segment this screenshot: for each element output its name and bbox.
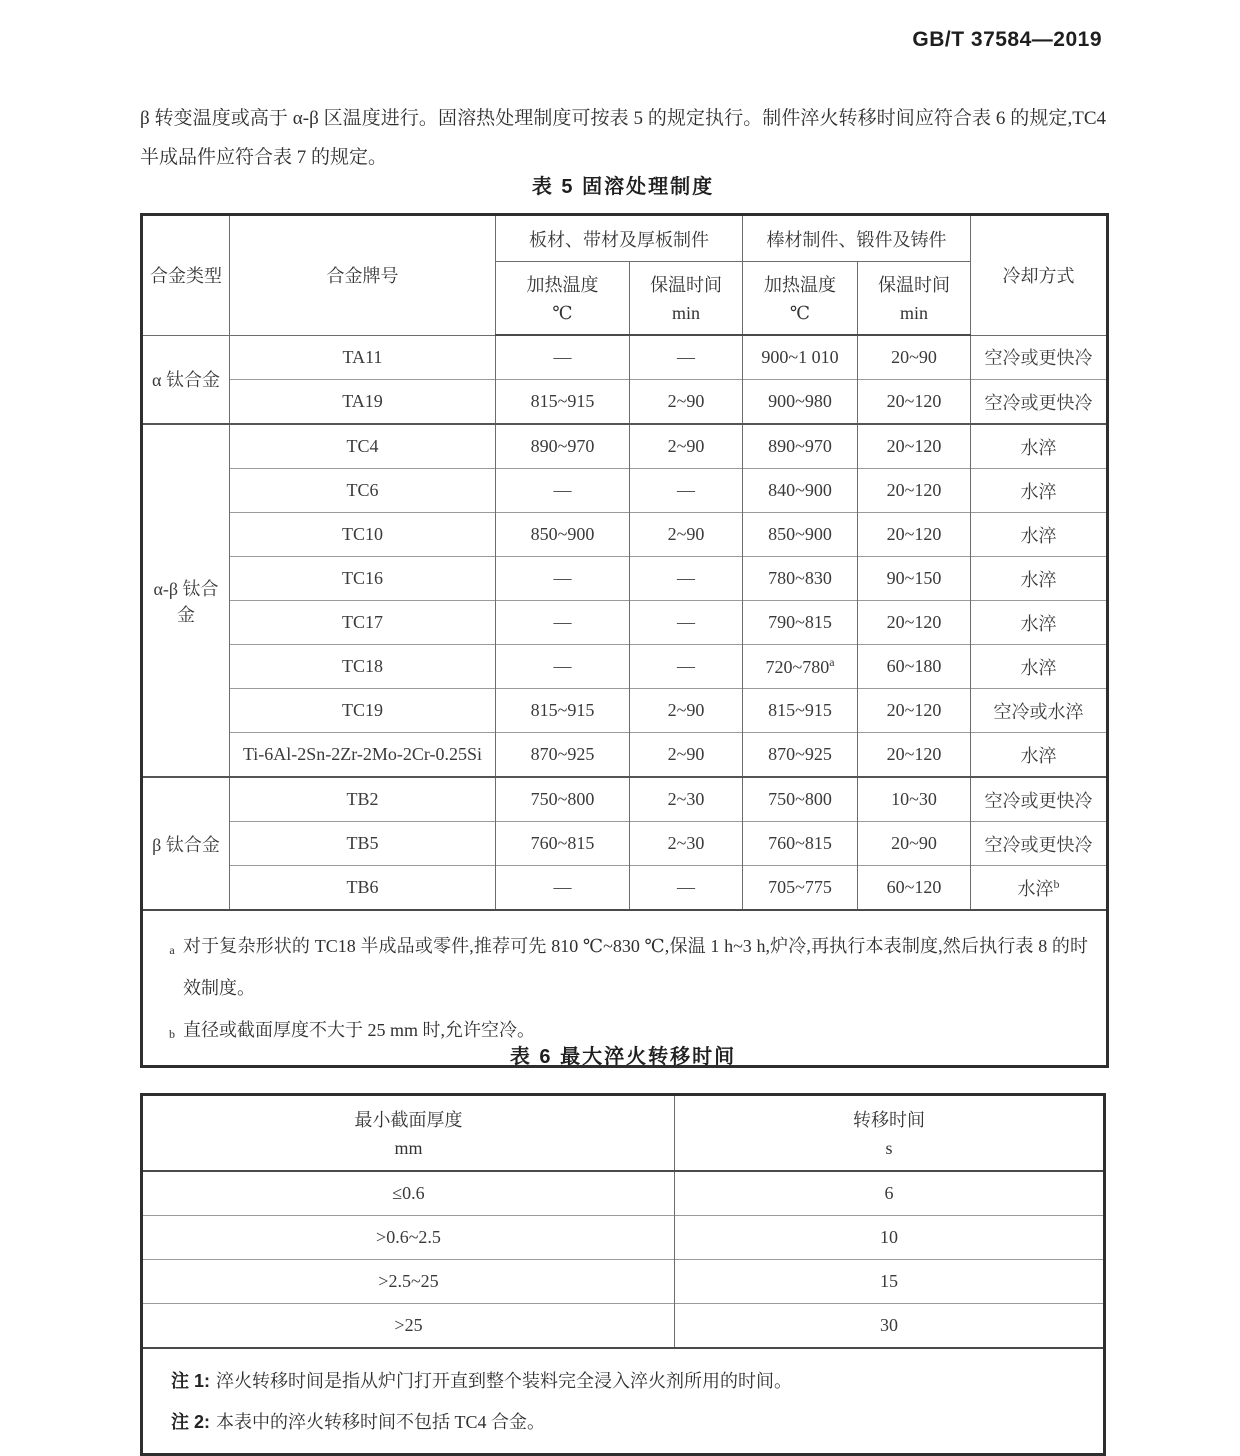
plate-holding-time-cell: 2~90 <box>630 513 743 557</box>
header-unit: mm <box>394 1138 423 1158</box>
header-alloy-grade: 合金牌号 <box>230 215 496 336</box>
plate-heating-temp-cell: 815~915 <box>496 380 630 425</box>
alloy-grade-cell: TC19 <box>230 689 496 733</box>
cooling-method-cell: 水淬$^b$ <box>971 866 1108 911</box>
alloy-grade-cell: TB2 <box>230 777 496 822</box>
bar-heating-temp-cell: 890~970 <box>743 424 858 469</box>
plate-heating-temp-cell: 890~970 <box>496 424 630 469</box>
bar-holding-time-cell: 90~150 <box>858 557 971 601</box>
table-row <box>142 1304 1105 1349</box>
plate-heating-temp-cell: — <box>496 866 630 911</box>
table-row <box>142 557 1108 601</box>
footnote-a <box>161 925 1088 1009</box>
table-row <box>142 822 1108 866</box>
plate-heating-temp-cell: — <box>496 601 630 645</box>
bar-holding-time-cell: 20~120 <box>858 380 971 425</box>
bar-heating-temp-cell: 840~900 <box>743 469 858 513</box>
plate-holding-time-cell: — <box>630 601 743 645</box>
header-label: 加热温度 <box>526 275 599 295</box>
bar-holding-time-cell: 10~30 <box>858 777 971 822</box>
header-label: 保温时间 <box>650 275 722 295</box>
cooling-method-cell: 水淬 <box>971 424 1108 469</box>
table6-header <box>142 1095 1105 1172</box>
cooling-method-cell: 水淬 <box>971 557 1108 601</box>
plate-holding-time-cell: 2~30 <box>630 822 743 866</box>
note-text: 本表中的淬火转移时间不包括 TC4 合金。 <box>216 1412 546 1432</box>
bar-holding-time-cell: 20~120 <box>858 601 971 645</box>
min-thickness-cell: >0.6~2.5 <box>142 1216 675 1260</box>
note-1 <box>171 1361 1085 1402</box>
bar-heating-temp-cell: 870~925 <box>743 733 858 778</box>
plate-heating-temp-cell: — <box>496 557 630 601</box>
header-unit: ℃ <box>552 303 573 323</box>
table-row <box>142 645 1108 689</box>
table-row <box>142 866 1108 911</box>
alloy-grade-cell: Ti-6Al-2Sn-2Zr-2Mo-2Cr-0.25Si <box>230 733 496 778</box>
header-label: 加热温度 <box>764 275 836 295</box>
table-row <box>142 777 1108 822</box>
footnote-marker: a <box>169 943 175 957</box>
intro-paragraph: β 转变温度或高于 α-β 区温度进行。固溶热处理制度可按表 5 的规定执行。制件淬火转移时间应符合表 6 的规定,TC4 半成品件应符合表 7 的规定。 <box>140 108 1106 168</box>
bar-heating-temp-cell: 705~775 <box>743 866 858 911</box>
alloy-grade-cell: TC17 <box>230 601 496 645</box>
alloy-grade-cell: TC4 <box>230 424 496 469</box>
alloy-grade-cell: TC16 <box>230 557 496 601</box>
note-label: 注 1: <box>171 1371 211 1391</box>
bar-holding-time-cell: 20~90 <box>858 822 971 866</box>
cooling-method-cell: 水淬 <box>971 469 1108 513</box>
header-group-bar: 棒材制件、锻件及铸件 <box>743 215 971 262</box>
plate-heating-temp-cell: 760~815 <box>496 822 630 866</box>
cooling-method-cell: 空冷或更快冷 <box>971 822 1108 866</box>
bar-heating-temp-cell: 750~800 <box>743 777 858 822</box>
plate-heating-temp-cell: 750~800 <box>496 777 630 822</box>
cooling-method-cell: 水淬 <box>971 733 1108 778</box>
header-unit: min <box>671 303 700 323</box>
header-transfer-time <box>675 1095 1105 1172</box>
plate-holding-time-cell: — <box>630 557 743 601</box>
table-row <box>142 513 1108 557</box>
table5-body <box>142 335 1108 910</box>
header-label: 转移时间 <box>853 1110 925 1130</box>
plate-heating-temp-cell: 870~925 <box>496 733 630 778</box>
header-alloy-type: 合金类型 <box>142 215 230 336</box>
table-row <box>142 424 1108 469</box>
alloy-grade-cell: TC10 <box>230 513 496 557</box>
header-unit: s <box>885 1138 893 1158</box>
transfer-time-cell: 6 <box>675 1171 1105 1216</box>
cooling-method-cell: 空冷或水淬 <box>971 689 1108 733</box>
bar-heating-temp-cell: 815~915 <box>743 689 858 733</box>
header-plate-heating-temp <box>496 262 630 336</box>
footnote-marker: b <box>169 1027 175 1041</box>
table-row <box>142 689 1108 733</box>
plate-holding-time-cell: — <box>630 335 743 380</box>
bar-holding-time-cell: 60~180 <box>858 645 971 689</box>
min-thickness-cell: >2.5~25 <box>142 1260 675 1304</box>
transfer-time-table <box>140 1093 1106 1456</box>
table5-header <box>142 215 1108 336</box>
plate-holding-time-cell: 2~90 <box>630 733 743 778</box>
cooling-method-cell: 空冷或更快冷 <box>971 777 1108 822</box>
bar-holding-time-cell: 20~120 <box>858 733 971 778</box>
alloy-type-cell: α-β 钛合金 <box>142 424 230 777</box>
header-plate-holding-time <box>630 262 743 336</box>
bar-heating-temp-cell: 850~900 <box>743 513 858 557</box>
plate-holding-time-cell: 2~30 <box>630 777 743 822</box>
header-bar-heating-temp <box>743 262 858 336</box>
transfer-time-cell: 10 <box>675 1216 1105 1260</box>
table-row <box>142 469 1108 513</box>
cooling-method-cell: 水淬 <box>971 513 1108 557</box>
bar-heating-temp-cell: 760~815 <box>743 822 858 866</box>
header-label: 最小截面厚度 <box>354 1110 463 1130</box>
table6-title: 表 6 最大淬火转移时间 <box>509 1046 737 1068</box>
table-row <box>142 1260 1105 1304</box>
header-group-plate: 板材、带材及厚板制件 <box>496 215 743 262</box>
note-2 <box>171 1402 1085 1443</box>
footnote-text: 直径或截面厚度不大于 25 mm 时,允许空冷。 <box>183 1020 536 1040</box>
header-bar-holding-time <box>858 262 971 336</box>
plate-heating-temp-cell: — <box>496 469 630 513</box>
bar-heating-temp-cell: 780~830 <box>743 557 858 601</box>
header-label: 保温时间 <box>878 275 950 295</box>
alloy-grade-cell: TB6 <box>230 866 496 911</box>
bar-holding-time-cell: 20~120 <box>858 469 971 513</box>
cooling-method-cell: 空冷或更快冷 <box>971 380 1108 425</box>
alloy-type-cell: α 钛合金 <box>142 335 230 424</box>
header-unit: ℃ <box>789 303 811 323</box>
alloy-type-cell: β 钛合金 <box>142 777 230 910</box>
transfer-time-cell: 15 <box>675 1260 1105 1304</box>
bar-holding-time-cell: 60~120 <box>858 866 971 911</box>
bar-holding-time-cell: 20~120 <box>858 513 971 557</box>
footnote-text: 对于复杂形状的 TC18 半成品或零件,推荐可先 810 ℃~830 ℃,保温 1 h~3 h,炉冷,再执行本表制度,然后执行表 8 的时效制度。 <box>183 936 1088 998</box>
plate-heating-temp-cell: 815~915 <box>496 689 630 733</box>
alloy-grade-cell: TB5 <box>230 822 496 866</box>
min-thickness-cell: >25 <box>142 1304 675 1349</box>
table-row <box>142 601 1108 645</box>
table-row <box>142 380 1108 425</box>
table-row <box>142 1216 1105 1260</box>
alloy-grade-cell: TC6 <box>230 469 496 513</box>
table-row <box>142 1171 1105 1216</box>
plate-heating-temp-cell: — <box>496 335 630 380</box>
bar-holding-time-cell: 20~90 <box>858 335 971 380</box>
table-row <box>142 335 1108 380</box>
bar-holding-time-cell: 20~120 <box>858 689 971 733</box>
plate-holding-time-cell: 2~90 <box>630 689 743 733</box>
plate-holding-time-cell: 2~90 <box>630 424 743 469</box>
alloy-grade-cell: TC18 <box>230 645 496 689</box>
transfer-time-cell: 30 <box>675 1304 1105 1349</box>
bar-heating-temp-cell: 900~1 010 <box>743 335 858 380</box>
header-cooling-method: 冷却方式 <box>971 215 1108 336</box>
alloy-grade-cell: TA19 <box>230 380 496 425</box>
table6-notes <box>142 1348 1105 1455</box>
bar-heating-temp-cell: 720~780$^a$ <box>743 645 858 689</box>
table5-title: 表 5 固溶处理制度 <box>531 176 715 198</box>
note-label: 注 2: <box>171 1412 211 1432</box>
header-unit: min <box>899 303 928 323</box>
table-row <box>142 733 1108 778</box>
plate-heating-temp-cell: — <box>496 645 630 689</box>
bar-heating-temp-cell: 790~815 <box>743 601 858 645</box>
alloy-grade-cell: TA11 <box>230 335 496 380</box>
plate-holding-time-cell: 2~90 <box>630 380 743 425</box>
min-thickness-cell: ≤0.6 <box>142 1171 675 1216</box>
cooling-method-cell: 空冷或更快冷 <box>971 335 1108 380</box>
bar-holding-time-cell: 20~120 <box>858 424 971 469</box>
plate-holding-time-cell: — <box>630 645 743 689</box>
cooling-method-cell: 水淬 <box>971 601 1108 645</box>
plate-heating-temp-cell: 850~900 <box>496 513 630 557</box>
standard-number: GB/T 37584—2019 <box>912 28 1102 51</box>
cooling-method-cell: 水淬 <box>971 645 1108 689</box>
plate-holding-time-cell: — <box>630 469 743 513</box>
note-text: 淬火转移时间是指从炉门打开直到整个装料完全浸入淬火剂所用的时间。 <box>216 1371 793 1391</box>
bar-heating-temp-cell: 900~980 <box>743 380 858 425</box>
table6-body <box>142 1171 1105 1348</box>
header-min-section-thickness <box>142 1095 675 1172</box>
solution-treatment-table <box>140 213 1109 1068</box>
plate-holding-time-cell: — <box>630 866 743 911</box>
